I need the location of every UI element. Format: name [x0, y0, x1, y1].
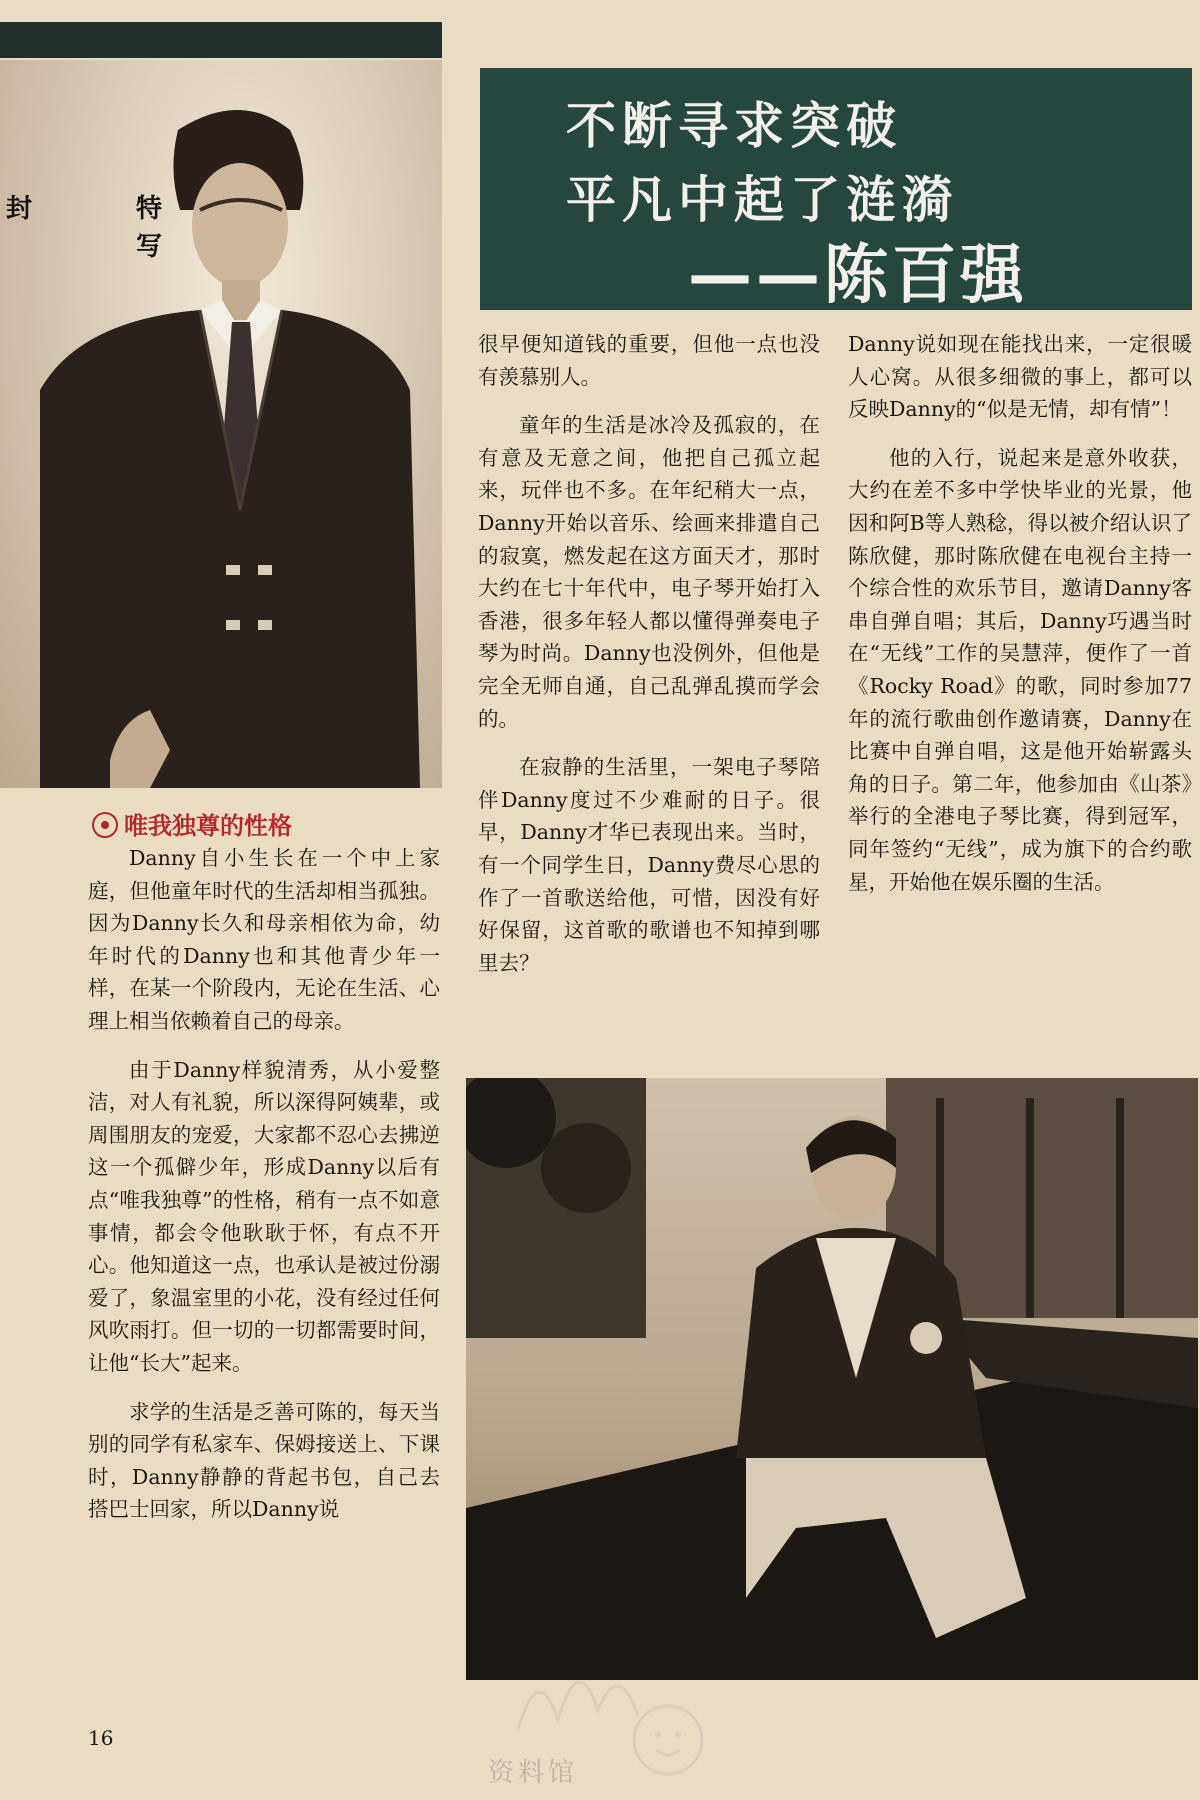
right-paragraph-2: 他的入行，说起来是意外收获，大约在差不多中学快毕业的光景，他因和阿B等人熟稔，得以被介绍认识了陈欣健，那时陈欣健在电视台主持一个综合性的欢乐节目，邀请Danny客串自弹自唱；其后，Danny巧遇当时在“无线”工作的吴慧萍，便作了一首《Rocky Road》的歌，同时参加77年的流行歌曲创作邀请赛，Danny在比赛中自弹自唱，这是他开始崭露头角的日子。第二年，他参加由《山茶》举行的全港电子琴比赛，得到冠军，同年签约“无线”，成为旗下的合约歌星，开始他在娱乐圈的生活。 [848, 445, 1192, 894]
middle-paragraph-2: 童年的生活是冰冷及孤寂的，在有意及无意之间，他把自己孤立起来，玩伴也不多。在年纪稍大一点，Danny开始以音乐、绘画来排遣自己的寂寞，燃发起在这方面天才，那时大约在七十年代中，电子琴开始打入香港，很多年轻人都以懂得弹奏电子琴为时尚。Danny也没例外，但他是完全无师自通，自己乱弹乱摸而学会的。 [478, 413, 820, 731]
left-text-column [88, 842, 440, 1542]
left-paragraph-2: 由于Danny样貌清秀，从小爱整洁，对人有礼貌，所以深得阿姨辈，或周围朋友的宠爱，大家都不忍心去拂逆这一个孤僻少年，形成Danny以后有点“唯我独尊”的性格，稍有一点不如意事情，都会令他耿耿于怀，有点不开心。他知道这一点，也承认是被过份溺爱了，象温室里的小花，没有经过任何风吹雨打。但一切的一切都需要时间，让他“长大”起来。 [88, 1057, 440, 1375]
middle-paragraph-3: 在寂静的生活里，一架电子琴陪伴Danny度过不少难耐的日子。很早，Danny才华已表现出来。当时，有一个同学生日，Danny费尽心思的作了一首歌送给他，可惜，因没有好好保留，这首歌的歌谱也不知掉到哪里去？ [478, 755, 820, 975]
top-color-bar [0, 22, 442, 58]
left-paragraph-1: Danny自小生长在一个中上家庭，但他童年时代的生活却相当孤独。因为Danny长久和母亲相依为命，幼年时代的Danny也和其他青少年一样，在某一个阶段内，无论在生活、心理上相当依赖着自己的母亲。 [88, 846, 440, 1033]
piano-photo [466, 1078, 1198, 1680]
flower-bullet-icon [92, 812, 118, 838]
watermark-text: 资料馆 [488, 1758, 579, 1788]
right-text-column [848, 328, 1192, 914]
section-heading [92, 806, 292, 841]
piano-illustration [466, 1078, 1198, 1680]
label-char-2: 特 [136, 194, 163, 224]
label-char-3: 写 [136, 232, 163, 262]
page-number: 16 [88, 1726, 114, 1750]
middle-paragraph-1: 很早便知道钱的重要，但他一点也没有羡慕别人。 [478, 332, 820, 389]
article-title-box [480, 68, 1192, 313]
title-line-1: 不断寻求突破 [566, 97, 902, 155]
middle-text-column [478, 328, 820, 995]
right-paragraph-1: Danny说如现在能找出来，一定很暖人心窝。从很多细微的事上，都可以反映Danny的“似是无情，却有情”！ [848, 332, 1192, 422]
title-line-3: ——陈百强 [688, 239, 1028, 313]
portrait-illustration [0, 60, 442, 788]
title-line-2: 平凡中起了涟漪 [566, 171, 958, 229]
label-char-1: 封 [6, 194, 33, 224]
portrait-photo [0, 60, 442, 788]
section-heading-text: 唯我独尊的性格 [124, 812, 292, 840]
left-paragraph-3: 求学的生活是乏善可陈的，每天当别的同学有私家车、保姆接送上、下课时，Danny静静的背起书包，自己去搭巴士回家，所以Danny说 [88, 1399, 440, 1522]
